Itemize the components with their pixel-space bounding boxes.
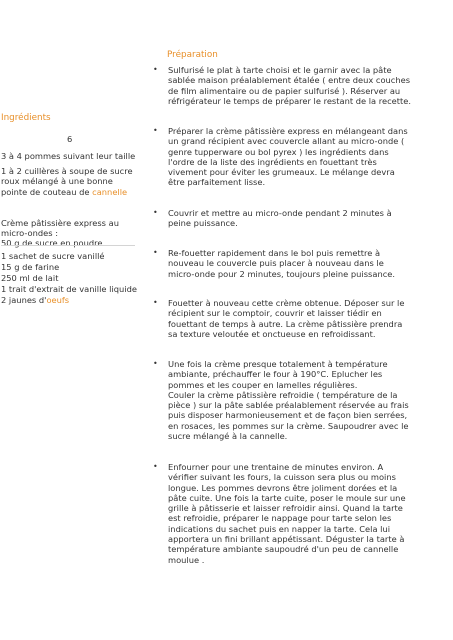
ingredient-powdered-sugar: 50 g de sucre en poudre xyxy=(1,238,103,248)
prep-step-text: Une fois la crème presque totalement à température ambiante, préchauffer le four à 190°C. Eplucher les pommes et les couper en lamelles régulières. xyxy=(168,359,388,390)
prep-step-text-continued: Couler la crème pâtissière refroidie ( température de la pièce ) sur la pâte sablée préalablement réservée au frais puis disposer harmonieusement et de façon bien serrées, en rosaces, les pommes sur la crème. Saupoudrer avec le sucre mélangé à la cannelle. xyxy=(168,389,409,442)
prep-step-4 xyxy=(150,248,412,279)
servings-count: 6 xyxy=(67,134,73,144)
prep-step-2 xyxy=(150,126,412,188)
ingredient-vanilla-sugar: 1 sachet de sucre vanillé xyxy=(1,251,105,261)
prep-step-1 xyxy=(150,65,412,106)
ingredient-sugar-text: 1 à 2 cuillères à soupe de sucre roux mélangé à une bonne pointe de couteau de xyxy=(1,166,133,197)
bullet-icon: • xyxy=(153,359,158,368)
cream-group-title: Crème pâtissière express au micro-ondes : xyxy=(1,218,119,239)
prep-step-text: Sulfurisé le plat à tarte choisi et le garnir avec la pâte sablée maison préalablement étalée ( entre deux couches de film alimentaire ou de papier sulfurisé ). Réserver au réfrigérateur le temps de préparer le restant de la recette. xyxy=(168,65,412,106)
ingredients-divider xyxy=(1,245,135,246)
bullet-icon: • xyxy=(153,298,158,307)
bullet-icon: • xyxy=(153,462,158,471)
prep-step-text: Fouetter à nouveau cette crème obtenue. Déposer sur le récipient sur le comptoir, couvrir et laisser tiédir en fouettant de temps à autre. La crème pâtissière prendra sa texture veloutée et onctueuse en refroidissant. xyxy=(168,298,405,339)
ingredient-egg-yolks xyxy=(1,295,141,305)
egg-yolks-text: 2 jaunes d' xyxy=(1,295,47,305)
prep-step-5 xyxy=(150,298,412,339)
prep-step-6 xyxy=(150,359,412,441)
bullet-icon: • xyxy=(153,248,158,257)
ingredient-apples: 3 à 4 pommes suivant leur taille xyxy=(1,151,136,161)
prep-step-7 xyxy=(150,462,412,565)
eggs-link[interactable]: oeufs xyxy=(46,295,70,305)
bullet-icon: • xyxy=(153,126,158,135)
prep-step-text: Couvrir et mettre au micro-onde pendant 2 minutes à peine puissance. xyxy=(168,208,392,229)
ingredient-flour: 15 g de farine xyxy=(1,262,60,272)
ingredients-title: Ingrédients xyxy=(1,113,51,123)
prep-step-text: Enfourner pour une trentaine de minutes environ. A vérifier suivant les fours, la cuisson sera plus ou moins longue. Les pommes devrons être joliment dorées et la pâte cuite. Une fois la tarte cuite, poser le moule sur une grille à pâtisserie et laisser refroidir ainsi. Quand la tarte est refroidie, préparer le nappage pour tarte selon les indications du sachet puis en napper la tarte. Cela lui apportera un fini brillant appétissant. Déguster la tarte à température ambiante saupoudré d'un peu de cannelle moulue . xyxy=(168,462,406,565)
prep-step-3 xyxy=(150,208,412,229)
ingredient-milk: 250 ml de lait xyxy=(1,273,59,283)
preparation-title: Préparation xyxy=(167,50,218,60)
prep-step-text: Préparer la crème pâtissière express en mélangeant dans un grand récipient avec couvercle allant au micro-onde ( genre tupperware ou bol pyrex ) les ingrédients dans l'ordre de la liste des ingrédients en fouettant très vivement pour éviter les grumeaux. Le mélange devra être parfaitement lisse. xyxy=(168,126,408,188)
bullet-icon: • xyxy=(153,208,158,217)
ingredient-vanilla-extract: 1 trait d'extrait de vanille liquide xyxy=(1,284,137,294)
prep-step-text: Re-fouetter rapidement dans le bol puis remettre à nouveau le couvercle puis placer à nouveau dans le micro-onde pour 2 minutes, toujours pleine puissance. xyxy=(168,248,396,279)
ingredient-sugar-cinnamon xyxy=(1,166,137,197)
cinnamon-link[interactable]: cannelle xyxy=(92,186,128,197)
bullet-icon: • xyxy=(153,65,158,74)
